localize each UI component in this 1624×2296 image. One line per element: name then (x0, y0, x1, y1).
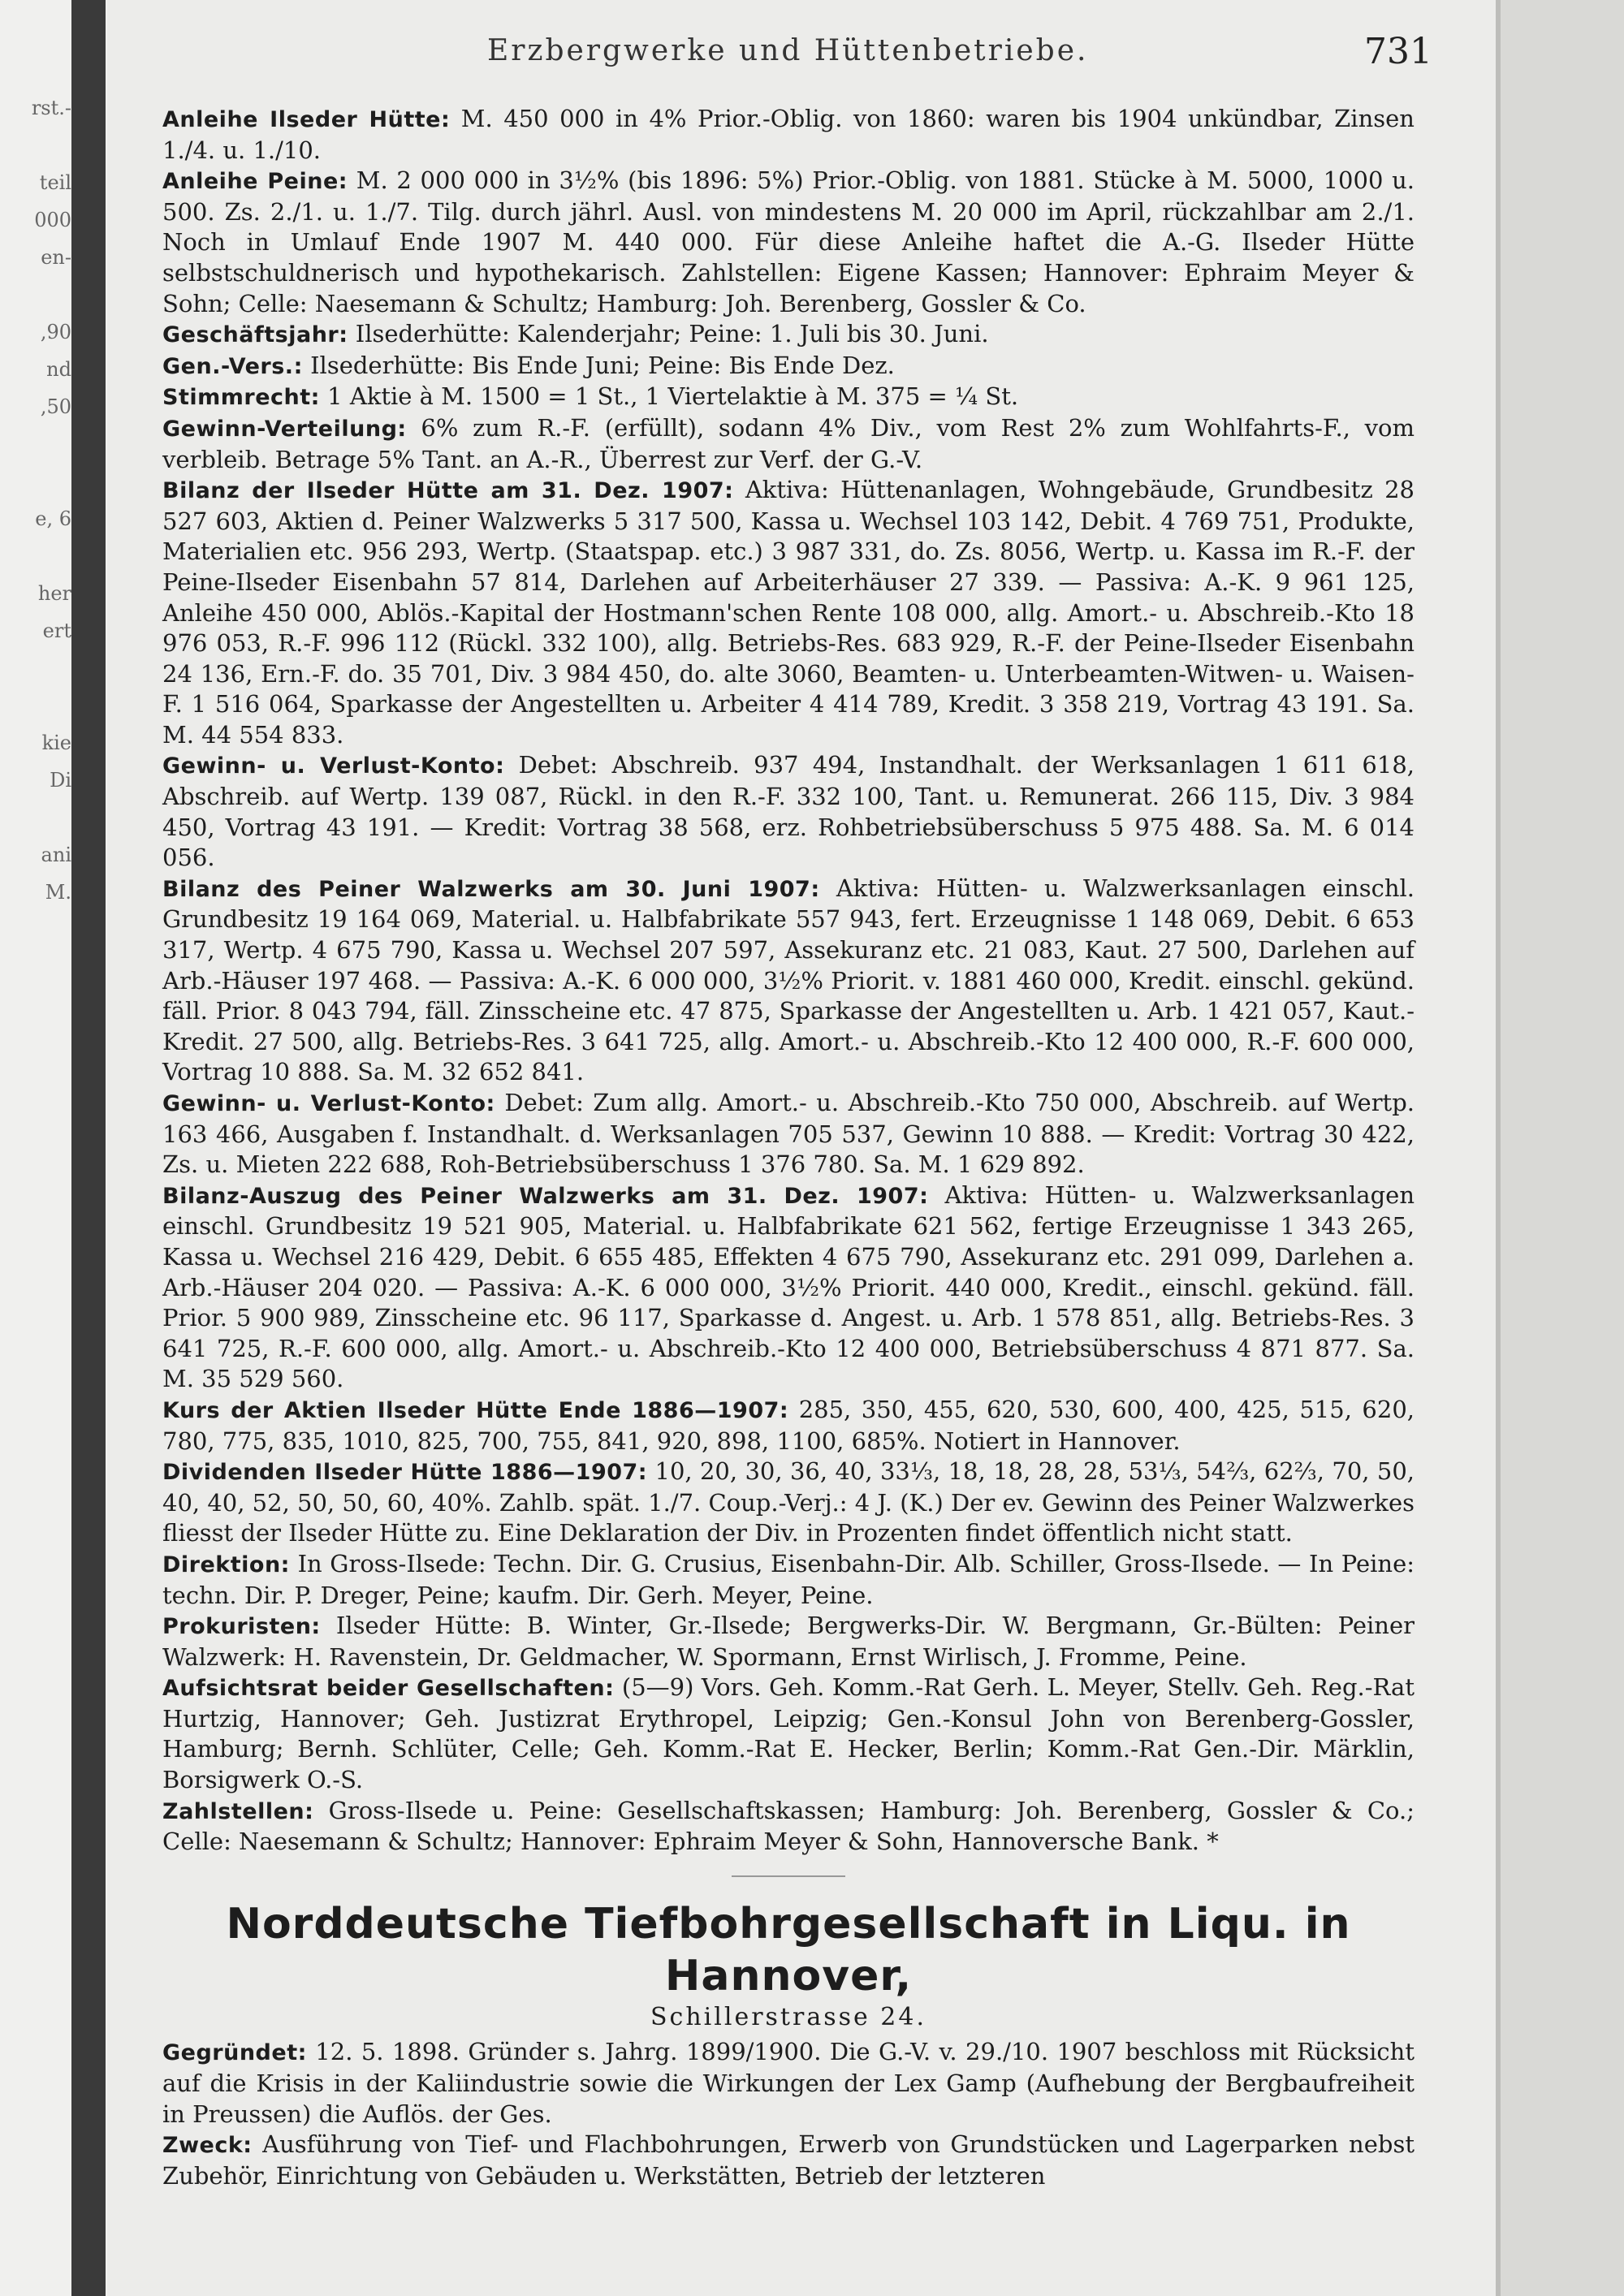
company-title: Norddeutsche Tiefbohrgesellschaft in Liqu. in Hannover, (226, 1899, 1351, 2000)
entry-zahlstellen: Zahlstellen: Gross-Ilsede u. Peine: Gesellschaftskassen; Hamburg: Joh. Berenberg, Gossler & Co.; Celle: Naesemann & Schultz; Hannover: Ephraim Meyer & Sohn, Hannoversche Bank. * (162, 1796, 1415, 1856)
entry-guv-ilseder: Gewinn- u. Verlust-Konto: Debet: Abschreib. 937 494, Instandhalt. der Werksanlagen 1 611 618, Abschreib. auf Wertp. 139 087, Rückl. in den R.-F. 332 100, Tant. u. Remunerat. 266 115, Div. 3 984 450, Vortrag 43 191. — Kredit: Vortrag 38 568, erz. Rohbetriebsüberschuss 5 975 488. Sa. M. 6 014 056. (162, 751, 1415, 872)
entry-geschaeftsjahr: Geschäftsjahr: Ilsederhütte: Kalenderjahr; Peine: 1. Juli bis 30. Juni. (162, 320, 989, 348)
entry-direktion: Direktion: In Gross-Ilsede: Techn. Dir. G. Crusius, Eisenbahn-Dir. Alb. Schiller, Gross-Ilsede. — In Peine: techn. Dir. P. Dreger, Peine; kaufm. Dir. Gerh. Meyer, Peine. (162, 1549, 1415, 1609)
entry-anleihe-peine: Anleihe Peine: M. 2 000 000 in 3½% (bis 1896: 5%) Prior.-Oblig. von 1881. Stücke à M. 5000, 1000 u. 500. Zs. 2./1. u. 1./7. Tilg. durch jährl. Ausl. von mindestens M. 20 000 im April, rückzahlbar am 2./1. Noch in Umlauf Ende 1907 M. 440 000. Für diese Anleihe haftet die A.-G. Ilseder Hütte selbstschuldnerisch und hypothekarisch. Zahlstellen: Eigene Kassen; Hannover: Ephraim Meyer & Sohn; Celle: Naesemann & Schultz; Hamburg: Joh. Berenberg, Gossler & Co. (162, 166, 1415, 317)
entry-gewinn-verteilung: Gewinn-Verteilung: 6% zum R.-F. (erfüllt), sodann 4% Div., vom Rest 2% zum Wohlfahrts-F., vom verbleib. Betrage 5% Tant. an A.-R., Überrest zur Verf. der G.-V. (162, 413, 1415, 473)
section-divider (732, 1875, 845, 1877)
entry-gegruendet: Gegründet: 12. 5. 1898. Gründer s. Jahrg. 1899/1900. Die G.-V. v. 29./10. 1907 beschloss mit Rücksicht auf die Krisis in der Kaliindustrie sowie die Wirkungen der Lex Gamp (Aufhebung der Bergbaufreiheit in Preussen) die Auflös. der Ges. (162, 2038, 1415, 2128)
entry-stimmrecht: Stimmrecht: 1 Aktie à M. 1500 = 1 St., 1 Viertelaktie à M. 375 = ¼ St. (162, 382, 1019, 411)
entry-bilanz-ilseder: Bilanz der Ilseder Hütte am 31. Dez. 1907: Aktiva: Hüttenanlagen, Wohngebäude, Grundbesitz 28 527 603, Aktien d. Peiner Walzwerks 5 317 500, Kassa u. Wechsel 103 142, Debit. 4 769 751, Produkte, Materialien etc. 956 293, Wertp. (Staatspap. etc.) 3 987 331, do. Zs. 8056, Wertp. u. Kassa im R.-F. der Peine-Ilseder Eisenbahn 57 814, Darlehen auf Arbeiterhäuser 27 339. — Passiva: A.-K. 9 961 125, Anleihe 450 000, Ablös.-Kapital der Hostmann'schen Rente 108 000, allg. Amort.- u. Abschreib.-Kto 18 976 053, R.-F. 996 112 (Rückl. 332 100), allg. Betriebs-Res. 683 929, R.-F. der Peine-Ilseder Eisenbahn 24 136, Ern.-F. do. 35 701, Div. 3 984 450, do. alte 3060, Beamten- u. Unterbeamten-Witwen- u. Waisen-F. 1 516 064, Sparkasse der Angestellten u. Arbeiter 4 414 789, Kredit. 3 358 219, Vortrag 43 191. Sa. M. 44 554 833. (162, 476, 1415, 749)
right-gutter (1496, 0, 1624, 2296)
adjacent-page-text-fragments: rst.- teil 000 en- ,90 nd ,50 e, 6 her ert kie Di ani M. (31, 97, 71, 904)
adjacent-page-margin (0, 0, 114, 2296)
entry-anleihe-ilseder: Anleihe Ilseder Hütte: M. 450 000 in 4% Prior.-Oblig. von 1860: waren bis 1904 unkündbar, Zinsen 1./4. u. 1./10. (162, 105, 1415, 164)
entry-guv-peine: Gewinn- u. Verlust-Konto: Debet: Zum allg. Amort.- u. Abschreib.-Kto 750 000, Abschreib. auf Wertp. 163 466, Ausgaben f. Instandhalt. d. Werksanlagen 705 537, Gewinn 10 888. — Kredit: Vortrag 30 422, Zs. u. Mieten 222 688, Roh-Betriebsüberschuss 1 376 780. Sa. M. 1 629 892. (162, 1089, 1415, 1179)
document-body (162, 104, 1415, 2191)
page-number: 731 (1364, 31, 1432, 72)
entry-bilanz-peine-dez: Bilanz-Auszug des Peiner Walzwerks am 31. Dez. 1907: Aktiva: Hütten- u. Walzwerksanlagen einschl. Grundbesitz 19 521 905, Material. u. Halbfabrikate 621 562, fertige Erzeugnisse 1 343 265, Kassa u. Wechsel 216 429, Debit. 6 655 485, Effekten 4 675 790, Assekuranz etc. 291 099, Darlehen a. Arb.-Häuser 204 020. — Passiva: A.-K. 6 000 000, 3½% Priorit. 440 000, Kredit., einschl. gekünd. fäll. Prior. 5 900 989, Zinsscheine etc. 96 117, Sparkasse d. Angest. u. Arb. 1 578 851, allg. Betriebs-Res. 3 641 725, R.-F. 600 000, allg. Amort.- u. Abschreib.-Kto 12 400 000, Betriebsüberschuss 4 871 877. Sa. M. 35 529 560. (162, 1180, 1415, 1393)
binding-shadow (71, 0, 106, 2296)
running-title: Erzbergwerke und Hüttenbetriebe. (487, 34, 1089, 67)
entry-aufsichtsrat: Aufsichtsrat beider Gesellschaften: (5—9) Vors. Geh. Komm.-Rat Gerh. L. Meyer, Stellv. Geh. Reg.-Rat Hurtzig, Hannover; Geh. Justizrat Erythropel, Leipzig; Gen.-Konsul John von Berenberg-Gossler, Hamburg; Bernh. Schlüter, Celle; Geh. Komm.-Rat E. Hecker, Berlin; Komm.-Rat Gen.-Dir. Märklin, Borsigwerk O.-S. (162, 1673, 1415, 1794)
entry-zweck: Zweck: Ausführung von Tief- und Flachbohrungen, Erwerb von Grundstücken und Lagerparken nebst Zubehör, Einrichtung von Gebäuden u. Werkstätten, Betrieb der letzteren (162, 2130, 1415, 2190)
entry-dividenden: Dividenden Ilseder Hütte 1886—1907: 10, 20, 30, 36, 40, 33⅓, 18, 18, 28, 28, 53⅓, 54⅔, 62⅔, 70, 50, 40, 40, 52, 50, 50, 60, 40%. Zahlb. spät. 1./7. Coup.-Verj.: 4 J. (K.) Der ev. Gewinn des Peiner Walzwerkes fliesst der Ilseder Hütte zu. Eine Deklaration der Div. in Prozenten findet öffentlich nicht statt. (162, 1457, 1415, 1547)
company-address: Schillerstrasse 24. (650, 2002, 927, 2031)
entry-gen-vers: Gen.-Vers.: Ilsederhütte: Bis Ende Juni; Peine: Bis Ende Dez. (162, 351, 895, 379)
entry-kurs: Kurs der Aktien Ilseder Hütte Ende 1886—1907: 285, 350, 455, 620, 530, 600, 400, 425, 515, 620, 780, 775, 835, 1010, 825, 700, 755, 841, 920, 898, 1100, 685%. Notiert in Hannover. (162, 1395, 1415, 1455)
entry-bilanz-peine-juni: Bilanz des Peiner Walzwerks am 30. Juni 1907: Aktiva: Hütten- u. Walzwerksanlagen einschl. Grundbesitz 19 164 069, Material. u. Halbfabrikate 557 943, fert. Erzeugnisse 1 148 069, Debit. 6 653 317, Wertp. 4 675 790, Kassa u. Wechsel 207 597, Assekuranz etc. 21 083, Kaut. 27 500, Darlehen auf Arb.-Häuser 197 468. — Passiva: A.-K. 6 000 000, 3½% Priorit. v. 1881 460 000, Kredit. einschl. gekünd. fäll. Prior. 8 043 794, fäll. Zinsscheine etc. 47 875, Sparkasse der Angestellten u. Arb. 1 421 057, Kaut.-Kredit. 27 500, allg. Betriebs-Res. 3 641 725, allg. Amort.- u. Abschreib.-Kto 12 400 000, R.-F. 600 000, Vortrag 10 888. Sa. M. 32 652 841. (162, 874, 1415, 1086)
entry-prokuristen: Prokuristen: Ilseder Hütte: B. Winter, Gr.-Ilsede; Bergwerks-Dir. W. Bergmann, Gr.-Bülten: Peiner Walzwerk: H. Ravenstein, Dr. Geldmacher, W. Spormann, Ernst Wirlisch, J. Fromme, Peine. (162, 1612, 1415, 1671)
